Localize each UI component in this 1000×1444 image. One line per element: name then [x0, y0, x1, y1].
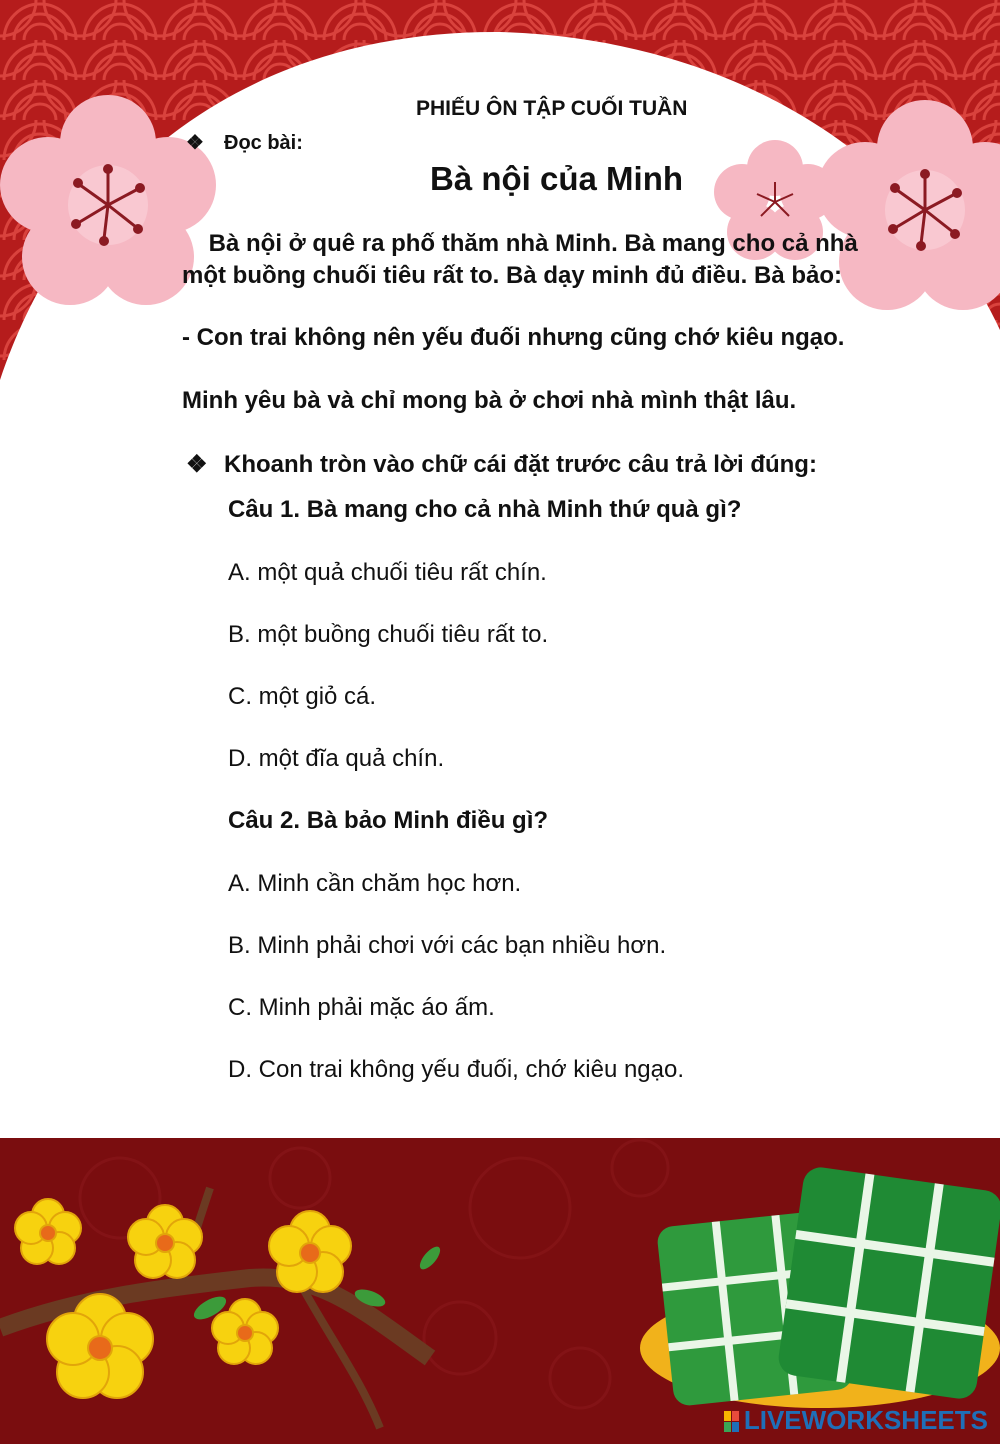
- answer-option[interactable]: D. một đĩa quả chín.: [228, 745, 445, 772]
- watermark-text: LIVEWORKSHEETS: [743, 1405, 988, 1435]
- paragraph-line: một buồng chuối tiêu rất to. Bà dạy minh đủ điều. Bà bảo:: [182, 262, 842, 289]
- answer-option[interactable]: C. Minh phải mặc áo ấm.: [228, 994, 495, 1021]
- reading-label: Đọc bài:: [224, 132, 303, 154]
- paragraph-line: Bà nội ở quê ra phố thăm nhà Minh. Bà mang cho cả nhà: [182, 230, 858, 257]
- answer-option[interactable]: C. một giỏ cá.: [228, 683, 377, 710]
- story-title: Bà nội của Minh: [430, 160, 684, 197]
- liveworksheets-watermark: [724, 1405, 988, 1436]
- bottom-decorative-band: [0, 1138, 1000, 1444]
- answer-option[interactable]: A. một quả chuối tiêu rất chín.: [228, 559, 547, 586]
- answer-option[interactable]: A. Minh cần chăm học hơn.: [228, 870, 522, 897]
- question-text: Câu 2. Bà bảo Minh điều gì?: [228, 807, 549, 834]
- dialogue-line: - Con trai không nên yếu đuối nhưng cũng chớ kiêu ngạo.: [182, 324, 845, 351]
- diamond-bullet-icon: ❖: [186, 451, 208, 478]
- answer-option[interactable]: B. một buồng chuối tiêu rất to.: [228, 621, 549, 648]
- diamond-bullet-icon: ❖: [186, 132, 204, 154]
- sheet-title: PHIẾU ÔN TẬP CUỐI TUẦN: [416, 97, 688, 120]
- liveworksheets-logo-icon: [724, 1411, 740, 1433]
- reading-heading: [186, 130, 303, 155]
- closing-line: Minh yêu bà và chỉ mong bà ở chơi nhà mình thật lâu.: [182, 387, 797, 414]
- instruction-heading: [186, 450, 817, 479]
- instruction-text: Khoanh tròn vào chữ cái đặt trước câu trả lời đúng:: [224, 451, 817, 478]
- answer-option[interactable]: B. Minh phải chơi với các bạn nhiều hơn.: [228, 932, 667, 959]
- question-text: Câu 1. Bà mang cho cả nhà Minh thứ quà gì?: [228, 496, 742, 523]
- answer-option[interactable]: D. Con trai không yếu đuối, chớ kiêu ngạo.: [228, 1056, 685, 1083]
